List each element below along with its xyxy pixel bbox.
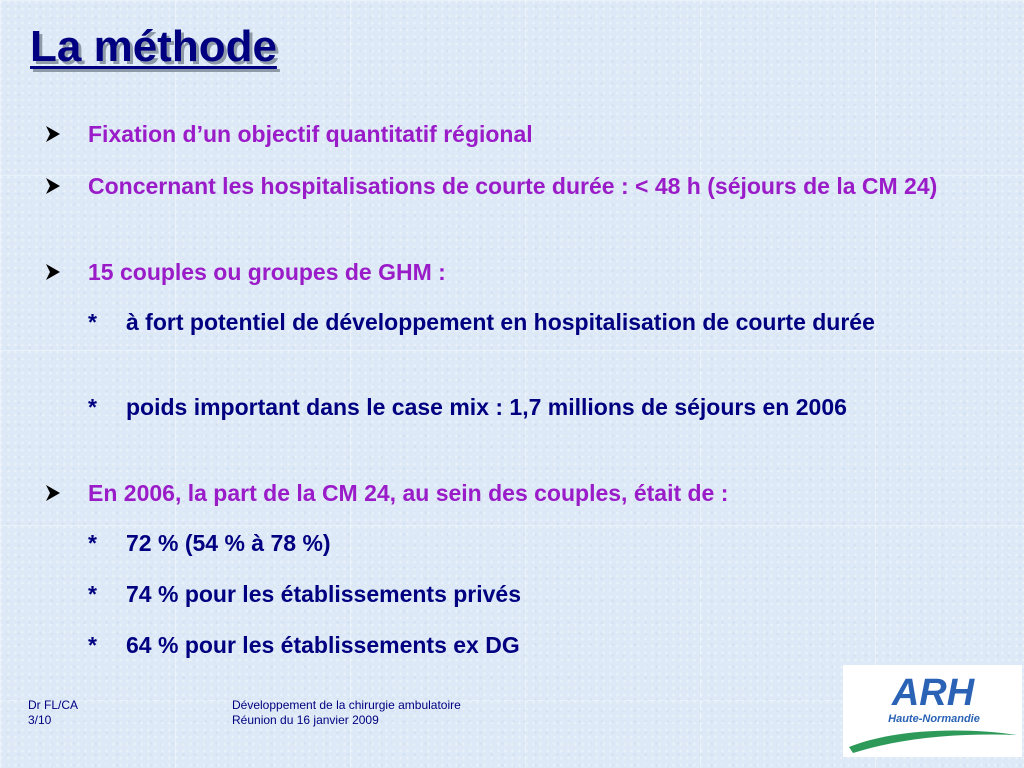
- logo-main-text: ARH: [891, 672, 975, 714]
- bullet-text: Fixation d’un objectif quantitatif régional: [88, 121, 533, 147]
- sub-bullet-item: [88, 390, 916, 424]
- sub-bullet-text: à fort potentiel de développement en hospitalisation de courte durée: [126, 309, 875, 335]
- bullet-text: Concernant les hospitalisations de courte durée : < 48 h (séjours de la CM 24): [88, 173, 938, 199]
- asterisk-bullet-icon: *: [88, 530, 97, 556]
- bullet-item: [88, 255, 978, 289]
- arh-logo-graphic: [843, 665, 1022, 757]
- sub-bullet-text: 64 % pour les établissements ex DG: [126, 632, 520, 658]
- bullet-text: 15 couples ou groupes de GHM :: [88, 259, 446, 285]
- bullet-text: En 2006, la part de la CM 24, au sein des couples, était de :: [88, 480, 729, 506]
- footer-author: Dr FL/CA: [28, 698, 79, 712]
- sub-bullet-item: [88, 577, 976, 611]
- asterisk-bullet-icon: *: [88, 632, 97, 658]
- arrow-bullet-icon: [46, 485, 60, 501]
- asterisk-bullet-icon: *: [88, 394, 97, 420]
- asterisk-bullet-icon: *: [88, 581, 97, 607]
- sub-bullet-item: [88, 628, 976, 662]
- logo-sub-text: Haute-Normandie: [888, 713, 980, 725]
- footer-meeting-date: Réunion du 16 janvier 2009: [232, 713, 379, 727]
- footer-left: [28, 698, 78, 728]
- asterisk-bullet-icon: *: [88, 309, 97, 335]
- arh-logo: [843, 665, 1022, 757]
- bullet-item: [88, 117, 978, 151]
- arrow-bullet-icon: [46, 178, 60, 194]
- arrow-bullet-icon: [46, 264, 60, 280]
- sub-bullet-text: 72 % (54 % à 78 %): [126, 530, 331, 556]
- footer-presentation-title: Développement de la chirurgie ambulatoire: [232, 698, 461, 712]
- sub-bullet-item: [88, 526, 976, 560]
- sub-bullet-text: poids important dans le case mix : 1,7 millions de séjours en 2006: [126, 394, 847, 420]
- slide-title: La méthode: [30, 22, 277, 71]
- logo-swoosh-icon: [849, 731, 1017, 753]
- sub-bullet-item: [88, 305, 976, 339]
- sub-bullet-text: 74 % pour les établissements privés: [126, 581, 522, 607]
- bullet-item: [88, 169, 978, 203]
- arrow-bullet-icon: [46, 126, 60, 142]
- footer-page-number: 3/10: [28, 713, 52, 727]
- bullet-item: [88, 476, 978, 510]
- footer-center: [232, 698, 461, 728]
